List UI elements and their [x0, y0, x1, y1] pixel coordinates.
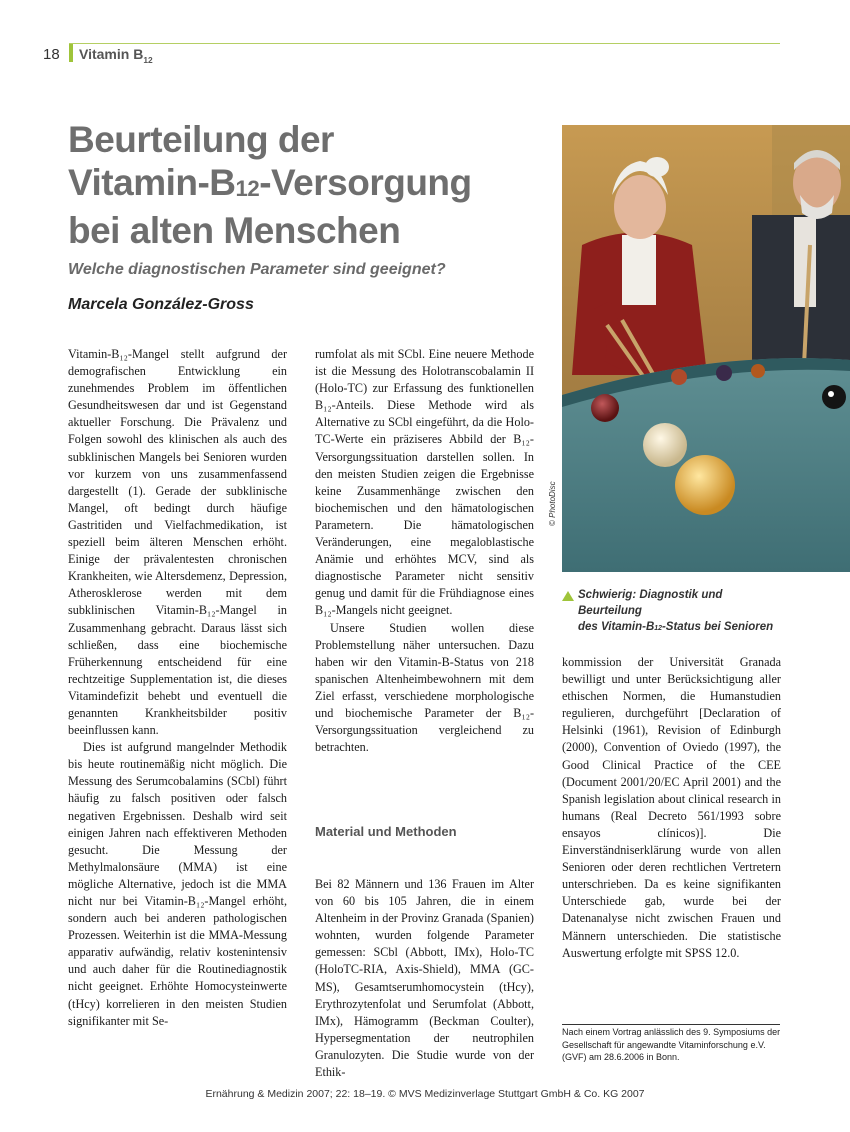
- running-head-section-sub: 12: [143, 54, 153, 65]
- figure-photo-billiards: [562, 125, 850, 572]
- photo-credit: © PhotoDisc: [548, 481, 557, 526]
- page-number: 18: [43, 46, 60, 63]
- article-title: [68, 118, 548, 252]
- article-subtitle: Welche diagnostischen Parameter sind geeignet?: [68, 261, 446, 278]
- caption-triangle-icon: [562, 591, 574, 601]
- title-line-2-post: -Versorgung: [259, 162, 472, 203]
- caption-line-1: Schwierig: Diagnostik und Beurteilung: [578, 589, 723, 617]
- body-paragraph: Vitamin-B₁₂-Mangel stellt aufgrund der demografischen Entwicklung ein zunehmendes Problem im öffentlichen Gesundheitswesen dar und ist Gegenstand aktueller Forschung. Die Prävalenz und Folgen sowohl des klinischen als auch des subklinischen Mangels bei Senioren wurden vor kurzem von uns zusammenfassend dargestellt (1). Gerade der subklinische Mangel, oft bedingt durch häufige Gastritiden und Vielfachmedikation, ist speziell beim älteren Menschen erhöht. Einige der prävalentesten chronischen Krankheiten, wie Altersdemenz, Depression, Atherosklerose werden mit dem subklinischen Vitamin-B₁₂-Mangel in Zusammenhang gebracht. Daraus lässt sich schließen, dass eine biochemische Früherkennung entscheidend für eine rechtzeitige Supplementation ist, die dieses Vitamindefizit behebt und eventuell die genannten Krankheitsbilder positiv beeinflussen kann.: [68, 347, 287, 738]
- body-paragraph: Bei 82 Männern und 136 Frauen im Alter von 60 bis 105 Jahren, die in einem Altenheim in der Provinz Granada (Spanien) wohnten, wurden folgende Parameter gemessen: SCbl (Abbott, IMx), Holo-TC (HoloTC-RIA, Axis-Shield), MMA (GC-MS), Gesamtserumhomocystein (tHcy), Erythrozytenfolat und Serumfolat (Abbott, IMx), Hämogramm (Beckman Coulter), Hypersegmentation der neutrophilen Granulozyten. Die Studie wurde von der Ethik-: [315, 877, 534, 1080]
- caption-line-2-post: -Status bei Senioren: [661, 621, 774, 633]
- figure-caption: [578, 587, 788, 637]
- body-paragraph: Unsere Studien wollen diese Problemstellung näher untersuchen. Dazu haben wir den Vitamin-B-Status von 218 spanischen Altenheimbewohnern mit dem Ziel erfasst, verschiedene morphologische und biochemische Parameter der B₁₂-Versorgungssituation vergleichend zu betrachten.: [315, 620, 534, 755]
- body-column-3: [562, 654, 781, 962]
- caption-line-2-sub: 12: [654, 625, 662, 633]
- page-footer-citation: Ernährung & Medizin 2007; 22: 18–19. © MVS Medizinverlage Stuttgart GmbH & Co. KG 2007: [205, 1088, 645, 1100]
- article-author: Marcela González-Gross: [68, 296, 254, 313]
- title-line-2-sub: 12: [235, 176, 260, 202]
- running-head-section-text: Vitamin B: [79, 46, 144, 62]
- footnote-rule: [562, 1024, 780, 1025]
- body-column-2: [315, 346, 534, 756]
- running-head-accent-bar: [69, 44, 73, 62]
- title-line-3: bei alten Menschen: [68, 210, 401, 251]
- title-line-1: Beurteilung der: [68, 119, 334, 160]
- body-paragraph: kommission der Universität Granada bewilligt und unter Berücksichtigung aller ethischen Normen, die Humanstudien regulieren, durchgeführt [Declaration of Helsinki (1961), Revision of Edinburgh (2000), Convention of Oviedo (1997), the Good Clinical Practice of the CEE (Document 2001/20/EC April 2001) and the Spanish legislation about clinical research in humans (Real Decreto 561/1993 sobre ensayos clínicos)]. Die Einverständniserklärung wurde von allen Senioren oder deren rechtlichen Vertretern unterschrieben. Da es keine signifikanten Unterschiede gab, wurde bei der Datenanalyse nicht zwischen Frauen und Männern unterschieden. Die statistische Auswertung erfolgte mit SPSS 12.0.: [562, 655, 781, 960]
- body-paragraph: Dies ist aufgrund mangelnder Methodik bis heute routinemäßig nicht möglich. Die Messung des Serumcobalamins (SCbl) führt häufig zu falsch positiven oder falsch negativen Ergebnissen. Deshalb wird seit einigen Jahren nach effektiveren Methoden gesucht. Die Messung der Methylmalonsäure (MMA) ist eine mögliche Alternative, jedoch ist die MMA nicht nur bei Vitamin-B₁₂-Mangel erhöht, sondern auch bei anderen pathologischen Prozessen. Weiterhin ist die MMA-Messung apparativ aufwändig, relativ kostenintensiv und auch daher für die Routinediagnostik nicht geeignet. Erhöhte Homocysteinwerte (tHcy) korrelieren in den meisten Studien signifikanter mit Se-: [68, 740, 287, 1028]
- footnote: Nach einem Vortrag anlässlich des 9. Symposiums der Gesellschaft für angewandte Vitaminforschung e.V. (GVF) am 28.6.2006 in Bonn.: [562, 1027, 781, 1063]
- photo-illustration: [562, 125, 850, 572]
- section-heading-methods: Material und Methoden: [315, 824, 457, 839]
- running-head-section: [79, 46, 153, 65]
- body-paragraph: rumfolat als mit SCbl. Eine neuere Methode ist die Messung des Holotranscobalamin II (Holo-TC) zur Erfassung des funktionellen B₁₂-Anteils. Diese Methode wird als Alternative zu SCbl eingeführt, da die Holo-TC-Werte ein präziseres Abbild der B₁₂-Versorgungssituation darstellen sollen. In den meisten Studien zeigen die Ergebnisse keine Zusammenhänge zwischen den biochemischen und den hämatologischen Parametern. Die hämatologischen Veränderungen, eine megaloblastische Anämie und erhöhtes MCV, sind als diagnostische Parameter nicht sensitiv genug und damit für die Frühdiagnose eines B₁₂-Mangels nicht geeignet.: [315, 347, 534, 618]
- title-line-2-pre: Vitamin-B: [68, 162, 236, 203]
- caption-line-2-pre: des Vitamin-B: [578, 621, 655, 633]
- caption-line-2: [578, 619, 788, 637]
- title-line-2: [68, 161, 548, 209]
- body-column-2-lower: [315, 876, 534, 1081]
- body-column-1: [68, 346, 287, 1030]
- running-head-rule: [69, 43, 780, 44]
